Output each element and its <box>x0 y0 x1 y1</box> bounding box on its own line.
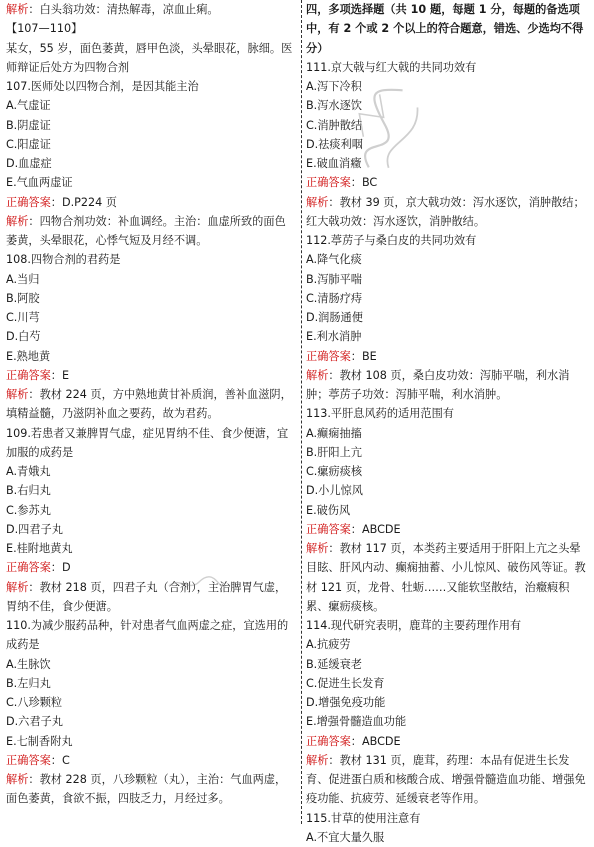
line-text: ：ABCDE <box>350 522 401 536</box>
line-text: ：教材 39 页，京大戟功效：泻水逐饮，消肿散结；红大戟功效：泻水逐饮，消肿散结。 <box>306 195 585 228</box>
text-line <box>6 77 296 96</box>
line-text: D.小儿惊风 <box>306 484 363 498</box>
line-text: A.抗疲劳 <box>306 638 351 652</box>
answer-line <box>306 173 590 192</box>
text-line <box>6 39 296 78</box>
text-line <box>6 462 296 481</box>
line-text: C.消肿散结 <box>306 118 363 132</box>
text-line <box>306 404 590 423</box>
answer-label: 正确答案 <box>6 561 51 575</box>
explanation-line <box>6 212 296 251</box>
answer-line <box>6 558 296 577</box>
text-line <box>6 674 296 693</box>
text-line <box>306 96 590 115</box>
explanation-line <box>306 539 590 616</box>
explanation-label: 解析 <box>6 773 29 786</box>
answer-line <box>6 751 296 770</box>
line-text: C.瘰疬痰核 <box>306 465 363 478</box>
text-line <box>6 424 296 463</box>
line-text: A.癫痫抽搐 <box>306 426 362 440</box>
line-text: D.血虚症 <box>6 157 52 170</box>
text-line <box>306 77 590 96</box>
text-line <box>306 481 590 500</box>
text-line <box>306 616 590 635</box>
text-line <box>6 520 296 539</box>
line-text: B.肝阳上亢 <box>306 445 362 459</box>
text-line <box>6 270 296 289</box>
explanation-line <box>6 0 296 19</box>
line-text: B.右归丸 <box>6 484 51 498</box>
text-line <box>306 443 590 462</box>
text-line <box>6 116 296 135</box>
line-text: B.左归丸 <box>6 676 51 690</box>
answer-label: 正确答案 <box>6 753 51 767</box>
line-text: 108.四物合剂的君药是 <box>6 253 121 267</box>
text-line <box>306 828 590 847</box>
line-text: B.延缓衰老 <box>306 657 362 671</box>
text-line <box>306 809 590 828</box>
text-line <box>6 712 296 731</box>
text-line <box>306 693 590 712</box>
text-line <box>6 501 296 520</box>
text-line <box>306 231 590 250</box>
explanation-label: 解析 <box>6 388 29 401</box>
line-text: D.四君子丸 <box>6 522 63 536</box>
text-line <box>306 712 590 731</box>
line-text: A.不宜大量久服 <box>306 830 385 844</box>
text-line <box>306 270 590 289</box>
right-column <box>306 0 590 847</box>
text-line <box>6 96 296 115</box>
explanation-label: 解析 <box>6 580 29 594</box>
line-text: A.当归 <box>6 272 40 286</box>
text-line <box>6 154 296 173</box>
line-text: D.润肠通便 <box>306 311 363 324</box>
explanation-line <box>306 366 590 405</box>
explanation-label: 解析 <box>6 214 29 228</box>
text-line <box>6 539 296 558</box>
text-line <box>306 308 590 327</box>
text-line <box>6 250 296 269</box>
line-text: 115.甘草的使用注意有 <box>306 811 421 825</box>
explanation-label: 解析 <box>306 753 329 767</box>
line-text: E.破伤风 <box>306 503 351 517</box>
explanation-line <box>306 751 590 809</box>
answer-label: 正确答案 <box>6 368 51 382</box>
line-text: C.清肠疗痔 <box>306 291 363 305</box>
text-line <box>306 424 590 443</box>
text-line <box>306 655 590 674</box>
text-line <box>6 289 296 308</box>
text-line <box>306 289 590 308</box>
text-line <box>6 327 296 346</box>
answer-label: 正确答案 <box>306 522 351 536</box>
line-text: ：教材 108 页，桑白皮功效：泻肺平喘，利水消肿；葶苈子功效：泻肺平喘，利水消肿。 <box>306 368 570 401</box>
line-text: E.熟地黄 <box>6 349 51 363</box>
line-text: B.泻水逐饮 <box>306 99 362 113</box>
text-line <box>6 616 296 655</box>
line-text: C.阳虚证 <box>6 137 51 151</box>
line-text: E.气血两虚证 <box>6 176 73 190</box>
line-text: ：白头翁功效：清热解毒，凉血止痢。 <box>28 3 219 16</box>
explanation-label: 解析 <box>306 368 329 382</box>
line-text: C.川芎 <box>6 311 40 324</box>
line-text: 109.若患者又兼脾胃气虚，症见胃纳不佳、食少便溏，宜加服的成药是 <box>6 426 289 459</box>
line-text: B.阿胶 <box>6 291 40 305</box>
line-text: E.桂附地黄丸 <box>6 542 73 555</box>
left-column <box>6 0 296 809</box>
text-line <box>306 674 590 693</box>
answer-label: 正确答案 <box>306 734 351 748</box>
explanation-label: 解析 <box>306 542 329 555</box>
line-text: A.青娥丸 <box>6 465 51 478</box>
text-line <box>6 693 296 712</box>
line-text: 111.京大戟与红大戟的共同功效有 <box>306 60 477 74</box>
answer-line <box>306 732 590 751</box>
line-text: ：教材 117 页，本类药主要适用于肝阳上亢之头晕目眩、肝风内动、癫痫抽蓄、小儿惊风、破伤风等证。教材 121 页，龙骨、牡蛎……又能软坚散结，治癥瘕积累、瘰疬痰核。 <box>306 542 586 613</box>
line-text: D.白芍 <box>6 330 41 344</box>
line-text: D.六君子丸 <box>6 715 63 729</box>
text-line <box>306 58 590 77</box>
line-text: B.泻肺平喘 <box>306 272 362 286</box>
line-text: 某女，55 岁，面色萎黄，唇甲色淡，头晕眼花，脉细。医师辩证后处方为四物合剂 <box>6 41 293 74</box>
text-line <box>6 308 296 327</box>
explanation-line <box>6 770 296 809</box>
explanation-line <box>306 193 590 232</box>
text-line <box>306 135 590 154</box>
line-text: B.阴虚证 <box>6 118 51 132</box>
line-text: ：教材 218 页，四君子丸（合剂），主治脾胃气虚，胃纳不佳，食少便溏。 <box>6 580 287 613</box>
text-line <box>306 327 590 346</box>
line-text: 112.葶苈子与桑白皮的共同功效有 <box>306 234 477 247</box>
text-line <box>6 481 296 500</box>
text-line <box>306 462 590 481</box>
line-text: E.七制香附丸 <box>6 734 73 748</box>
text-line <box>6 732 296 751</box>
line-text: ：四物合剂功效：补血调经。主治：血虚所致的面色萎黄，头晕眼花，心悸气短及月经不调。 <box>6 214 286 247</box>
text-line <box>6 19 296 38</box>
text-line <box>306 635 590 654</box>
line-text: E.破血消癥 <box>306 157 362 170</box>
text-line <box>6 655 296 674</box>
line-text: C.参苏丸 <box>6 503 51 517</box>
column-divider <box>301 0 302 824</box>
line-text: C.促进生长发育 <box>306 676 385 690</box>
line-text: ：D.P224 页 <box>50 195 117 209</box>
line-text: A.降气化痰 <box>306 253 362 267</box>
line-text: A.泻下冷积 <box>306 80 362 93</box>
answer-label: 正确答案 <box>306 349 351 363</box>
text-line <box>6 347 296 366</box>
line-text: 114.现代研究表明，鹿茸的主要药理作用有 <box>306 619 522 632</box>
explanation-line <box>6 385 296 424</box>
text-line <box>6 135 296 154</box>
line-text: A.气虚证 <box>6 99 51 113</box>
text-line <box>306 154 590 173</box>
line-text: D.祛痰利咽 <box>306 137 363 151</box>
explanation-label: 解析 <box>306 195 329 209</box>
answer-line <box>306 520 590 539</box>
section-header: 四，多项选择题（共 10 题，每题 1 分，每题的备选项中，有 2 个或 2 个以上的符合题意，错选、少选均不得分） <box>306 3 584 55</box>
text-line <box>306 501 590 520</box>
text-line <box>6 173 296 192</box>
answer-line <box>6 193 296 212</box>
answer-label: 正确答案 <box>306 176 351 190</box>
line-text: C.八珍颗粒 <box>6 696 63 709</box>
line-text: ：BE <box>350 349 377 363</box>
line-text: 110.为减少服药品种，针对患者气血两虚之症，宜选用的成药是 <box>6 619 289 652</box>
answer-line <box>6 366 296 385</box>
line-text: ：ABCDE <box>350 734 401 748</box>
text-line <box>306 116 590 135</box>
line-text: 【107—110】 <box>6 22 83 36</box>
answer-label: 正确答案 <box>6 195 51 209</box>
line-text: 113.平肝息风药的适用范围有 <box>306 407 454 421</box>
line-text: 107.医师处以四物合剂，是因其能主治 <box>6 80 199 93</box>
answer-line <box>306 347 590 366</box>
text-line <box>306 250 590 269</box>
line-text: ：D <box>50 561 71 575</box>
line-text: ：E <box>50 368 70 382</box>
line-text: D.增强免疫功能 <box>306 696 386 709</box>
explanation-label: 解析 <box>6 3 29 16</box>
line-text: ：教材 224 页，方中熟地黄甘补质润，善补血滋阴，填精益髓，乃滋阴补血之要药，故为君药。 <box>6 388 292 421</box>
explanation-line <box>6 578 296 617</box>
line-text: E.增强骨髓造血功能 <box>306 715 407 729</box>
line-text: ：教材 131 页，鹿茸，药理：本品有促进生长发育、促进蛋白质和核酸合成、增强骨髓造血功能、增强免疫功能、抗疲劳、延缓衰老等作用。 <box>306 753 586 806</box>
line-text: E.利水消肿 <box>306 330 362 344</box>
line-text: A.生脉饮 <box>6 657 51 671</box>
line-text: ：BC <box>350 176 378 190</box>
line-text: ：C <box>50 753 70 767</box>
line-text: ：教材 228 页，八珍颗粒（丸），主治：气血两虚，面色萎黄，食欲不振，四肢乏力，月经过多。 <box>6 773 287 806</box>
